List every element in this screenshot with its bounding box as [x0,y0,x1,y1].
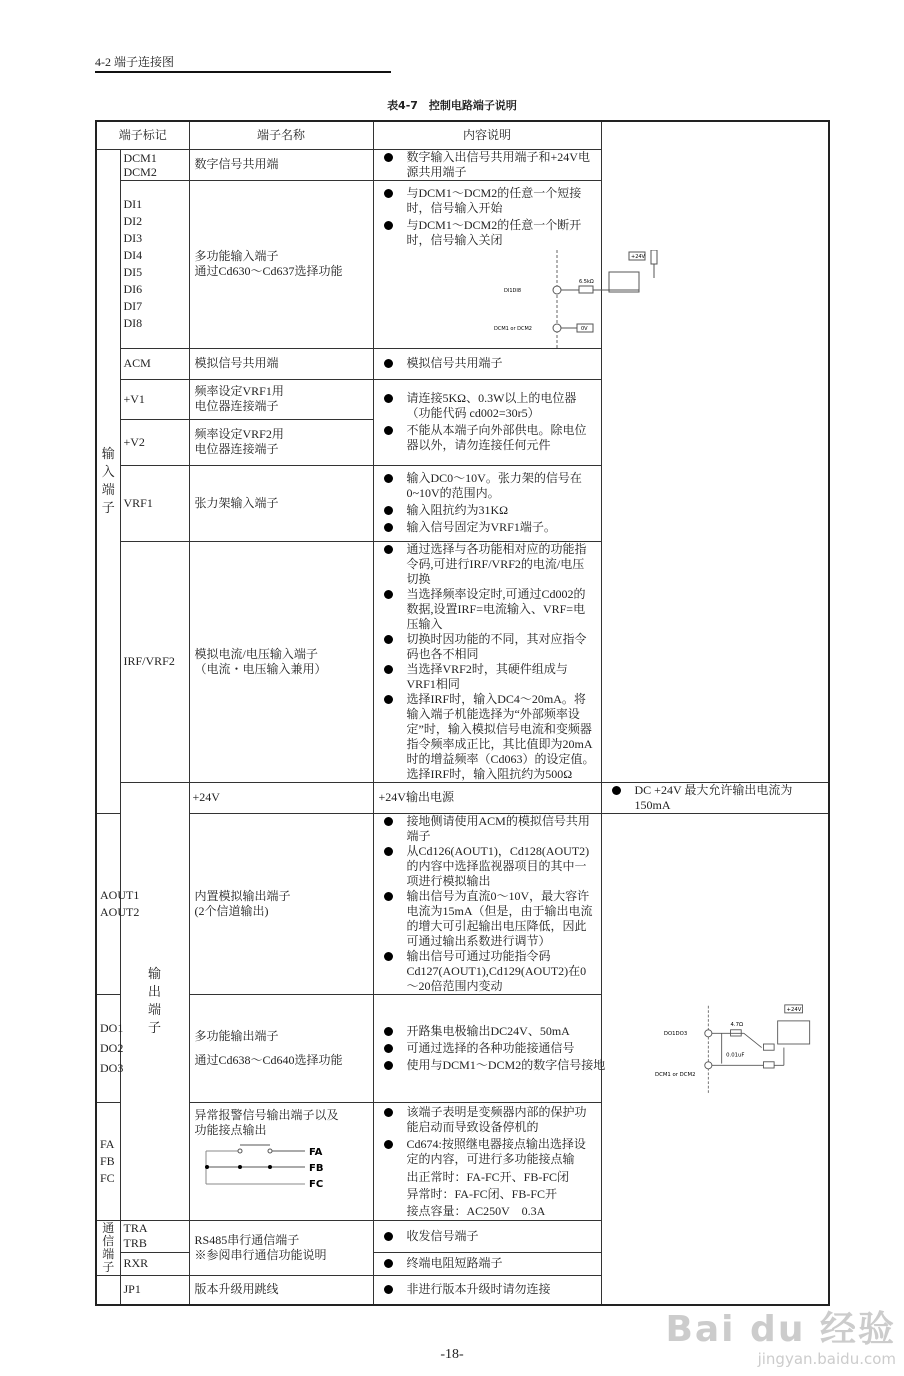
mark-irf: IRF/VRF2 [120,541,189,782]
desc-rxr: 终端电阻短路端子 [373,1252,601,1275]
group-output: 输 出 端 子 [120,782,189,1220]
table-row [96,994,829,1102]
svg-text:DI1DI8: DI1DI8 [503,287,521,294]
mark-jp1: JP1 [120,1275,189,1305]
desc-24v: DC +24V 最大允许输出电流为 150mA [601,782,829,813]
page-footer [0,1306,904,1376]
svg-text:6.5kΩ: 6.5kΩ [578,278,594,285]
fa-contact-capacity: 接点容量：AC250V 0.3A [406,1203,546,1218]
table-row [96,813,829,994]
mark-24v: +24V [189,782,373,813]
name-v2: 频率设定VRF2用 电位器连接端子 [189,419,373,465]
mark-do: DO1 DO2 DO3 [96,994,120,1102]
name-fa: 异常报警信号输出端子以及 功能接点输出 FA FB FC [189,1102,373,1220]
desc-v1-v2: 请连接5KΩ、0.3W以上的电位器（功能代码 cd002=30r5） 不能从本端子向外部供电。除电位器以外，请勿连接任何元件 [373,379,601,465]
table-row [96,348,829,379]
table-caption: 表4-7 控制电路端子说明 [387,99,517,112]
mark-dcm: DCM1 DCM2 [120,149,189,180]
svg-text:FC: FC [308,1178,323,1188]
table-row [96,782,829,813]
table-row [96,379,829,419]
svg-text:FB: FB [308,1162,323,1174]
baidu-watermark: Bai du 经验 jingyan.baidu.com [665,1309,896,1368]
terminal-table [95,120,830,1306]
header-desc: 内容说明 [373,121,601,149]
desc-do: 开路集电极输出DC24V、50mA 可通过选择的各种功能接通信号 使用与DCM1～DCM2的数字信号接地 DO1DO3 4.7Ω 0.01uF +24V DCM1 or DCM2 [373,994,601,1102]
desc-acm: 模拟信号共用端子 [373,348,601,379]
group-input: 输 入 端 子 [96,149,120,813]
svg-text:0.01uF: 0.01uF [725,1052,744,1059]
mark-aout: AOUT1 AOUT2 [96,813,120,994]
table-row [96,541,829,782]
desc-vrf1: 输入DC0～10V。张力架的信号在0~10V的范围内。 输入阻抗约为31KΩ 输入信号固定为VRF1端子。 [373,465,601,541]
name-acm: 模拟信号共用端 [189,348,373,379]
do-circuit-diagram [655,998,815,1098]
name-vrf1: 张力架输入端子 [189,465,373,541]
mark-v1: +V1 [120,379,189,419]
svg-text:DCM1 or DCM2: DCM1 or DCM2 [654,1072,695,1078]
di-circuit-diagram [479,250,679,348]
mark-acm: ACM [120,348,189,379]
name-aout: 内置模拟输出端子 (2个信道输出) [189,813,373,994]
section-title: 4-2 端子连接图 [95,54,391,73]
table-row [96,180,829,348]
svg-text:DO1DO3: DO1DO3 [663,1031,687,1038]
svg-text:0V: 0V [580,325,588,332]
desc-jp1: 非进行版本升级时请勿连接 [373,1275,601,1305]
svg-text:+24V: +24V [630,253,645,260]
group-comm: 通 信 端 子 [96,1220,120,1275]
mark-tra: TRA TRB [120,1220,189,1252]
mark-rxr: RXR [120,1252,189,1275]
table-row [96,149,829,180]
fa-abnormal-state: 异常时：FA-FC闭、FB-FC开 [406,1186,557,1201]
desc-irf: 通过选择与各功能相对应的功能指令码,可进行IRF/VRF2的电流/电压切换 当选择频率设定时,可通过Cd002的数据,设置IRF=电流输入、VRF=电压输入 切换时因功能的不同，其对应指令码也各不相同 当选择VRF2时，其硬件组成与VRF1相同 选择IRF时，输入DC4～20mA。将输入端子机能选择为“外部频率设定”时，输入模拟信号电流和变频器指令频率成正比，其比值即为20mA时的增益频率（Cd063）的设定值。选择IRF时，输入阻抗约为500Ω [373,541,601,782]
svg-text:DCM1 or DCM2: DCM1 or DCM2 [493,325,532,332]
name-dcm: 数字信号共用端 [189,149,373,180]
relay-contact-diagram [205,1142,345,1188]
name-tra: RS485串行通信端子 ※参阅串行通信功能说明 [189,1220,373,1275]
desc-fa: 该端子表明是变频器内部的保护功能启动而导致设备停机的 Cd674:按照继电器接点输出选择设定的内容，可进行多功能接点输 出正常时：FA-FC开、FB-FC闭 异常时：FA-FC闭、FB-FC开 接点容量：AC250V 0.3A [373,1102,601,1220]
name-irf: 模拟电流/电压输入端子 （电流・电压输入兼用） [189,541,373,782]
desc-aout: 接地侧请使用ACM的模拟信号共用端子 从Cd126(AOUT1)，Cd128(AOUT2)的内容中选择监视器项目的其中一项进行模拟输出 输出信号为直流0～10V，最大容许电流为15mA（但是，由于输出电流的增大可引起输出电压降低，因此可通过输出系数进行调节） 输出信号可通过功能指令码Cd127(AOUT1),Cd129(AOUT2)在0～20倍范围内变动 [373,813,601,994]
table-row [96,1102,829,1220]
svg-text:4.7Ω: 4.7Ω [730,1022,743,1029]
name-jp1: 版本升级用跳线 [189,1275,373,1305]
table-header [96,121,829,149]
name-24v: +24V输出电源 [373,782,601,813]
desc-di: 与DCM1～DCM2的任意一个短接时，信号输入开始 与DCM1～DCM2的任意一个断开时，信号输入关闭 DI1DI8 6.5kΩ +24V DCM1 or DCM2 0V [373,180,601,348]
table-row [96,465,829,541]
desc-tra: 收发信号端子 [373,1220,601,1252]
name-do: 多功能输出端子 通过Cd638～Cd640选择功能 [189,994,373,1102]
table-row [96,1220,829,1252]
header-name: 端子名称 [189,121,373,149]
svg-text:+24V: +24V [786,1007,801,1014]
mark-fa: FA FB FC [96,1102,120,1220]
mark-v2: +V2 [120,419,189,465]
desc-dcm: 数字输入出信号共用端子和+24V电源共用端子 [373,149,601,180]
page-number: -18- [440,1347,464,1362]
svg-text:FA: FA [308,1146,322,1158]
name-v1: 频率设定VRF1用 电位器连接端子 [189,379,373,419]
name-di: 多功能输入端子 通过Cd630～Cd637选择功能 [189,180,373,348]
mark-vrf1: VRF1 [120,465,189,541]
mark-di: DI1 DI2 DI3 DI4 DI5 DI6 DI7 DI8 [120,180,189,348]
header-mark: 端子标记 [96,121,189,149]
fa-normal-state: 出正常时：FA-FC开、FB-FC闭 [406,1169,569,1184]
